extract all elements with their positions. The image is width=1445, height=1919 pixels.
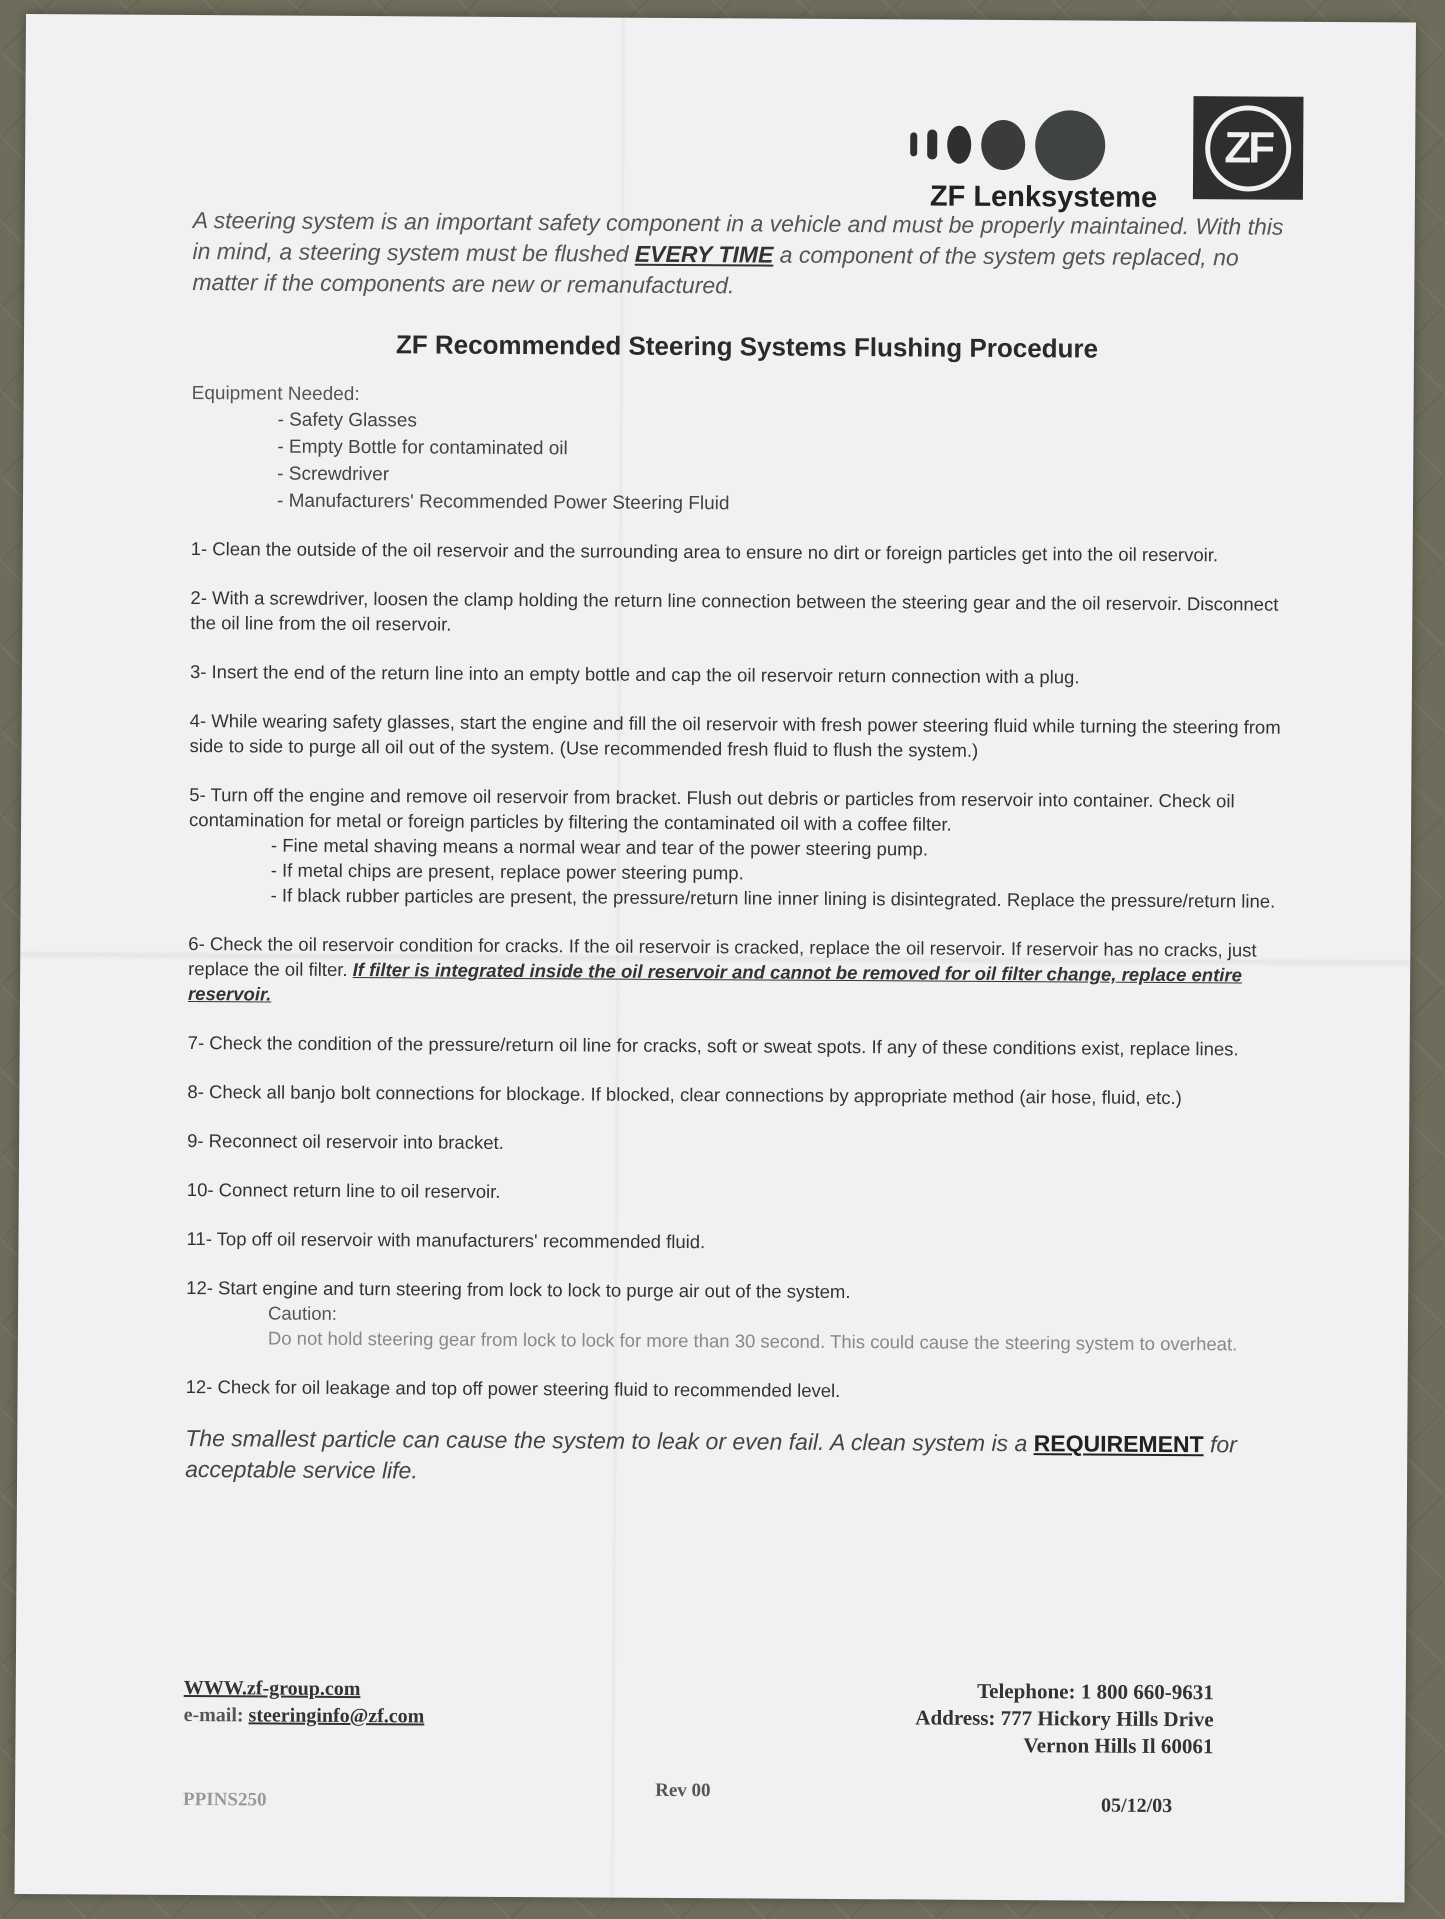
document-date: 05/12/03 — [1101, 1794, 1173, 1818]
step-10: 10- Connect return line to oil reservoir. — [186, 1179, 501, 1202]
step-9: 9- Reconnect oil reservoir into bracket. — [187, 1130, 504, 1153]
step-5: 5- Turn off the engine and remove oil reservoir from bracket. Flush out debris or particles from reservoir into container. Check oil contamination for metal or foreign particles by filtering the contaminated oil with a coffee filter. - Fine metal shaving means a normal wear and tear of the power steering pump. - If metal chips are present, replace power steering pump. - If black rubber particles are present, the pressure/return line inner lining is disintegrated. Replace the pressure/return line. — [189, 782, 1300, 914]
revision: Rev 00 — [655, 1779, 711, 1802]
step-2: 2- With a screwdriver, loosen the clamp holding the return line connection between the steering gear and the oil reservoir. Disconnect the oil line from the oil reservoir. — [190, 587, 1279, 635]
step-4: 4- While wearing safety glasses, start the engine and fill the oil reservoir with fresh power steering fluid while turning the steering from side to side to purge all oil out of the system. (Use recommended fresh fluid to flush the system.) — [189, 710, 1281, 761]
logo-dots-icon — [910, 109, 1105, 180]
step-13: 12- Check for oil leakage and top off power steering fluid to recommended level. — [185, 1376, 841, 1401]
list-item: - Manufacturers' Recommended Power Steering Fluid — [276, 490, 730, 515]
document-page — [15, 14, 1416, 1902]
step-5-sublist — [271, 833, 1299, 914]
list-item: - Safety Glasses — [277, 409, 417, 432]
zf-emblem-icon: ZF — [1193, 96, 1304, 200]
step-6-emphasis: If filter is integrated inside the oil reservoir and cannot be removed for oil filter change, replace entire reservoir. — [187, 959, 1243, 1005]
step-8: 8- Check all banjo bolt connections for blockage. If blocked, clear connections by appropriate method (air hose, fluid, etc.) — [187, 1081, 1182, 1109]
address-line-1: Address: 777 Hickory Hills Drive — [915, 1705, 1214, 1732]
step-11: 11- Top off oil reservoir with manufacturers' recommended fluid. — [186, 1228, 706, 1253]
equipment-heading: Equipment Needed: — [191, 383, 360, 406]
list-item: - If black rubber particles are present, the pressure/return line inner lining is disintegrated. Replace the pressure/return line. — [270, 884, 1276, 912]
caution-note: Caution: Do not hold steering gear from lock to lock for more than 30 second. This could cause the steering system to overheat. — [267, 1302, 1238, 1355]
footer-contact-left: WWW.zf-group.com e-mail: steeringinfo@zf.com — [183, 1676, 425, 1728]
step-7: 7- Check the condition of the pressure/return oil line for cracks, soft or sweat spots. If any of these conditions exist, replace lines. — [187, 1032, 1239, 1060]
brand-name: ZF Lenksysteme — [929, 180, 1158, 214]
list-item: - Screwdriver — [277, 463, 390, 486]
website-link[interactable]: WWW.zf-group.com — [183, 1676, 361, 1701]
equipment-list — [277, 407, 1302, 521]
step-6: 6- Check the oil reservoir condition for cracks. If the oil reservoir is cracked, replace the oil reservoir. If reservoir has no cracks, just replace the oil filter. If filter is integrated inside the oil reservoir and cannot be removed for oil filter change, replace entire reservoir. — [187, 933, 1257, 1005]
step-1: 1- Clean the outside of the oil reservoir and the surrounding area to ensure no dirt or foreign particles get into the oil reservoir. — [190, 538, 1219, 566]
list-item: - If metal chips are present, replace power steering pump. — [270, 859, 744, 884]
list-item: - Fine metal shaving means a normal wear and tear of the power steering pump. — [270, 834, 929, 860]
footer-contact-right — [795, 1677, 1213, 1761]
step-12: 12- Start engine and turn steering from lock to lock to purge air out of the system. Caution: Do not hold steering gear from lock to lock for more than 30 second. This could cause the steering system to overheat. — [186, 1275, 1296, 1357]
step-3: 3- Insert the end of the return line into an empty bottle and cap the oil reservoir return connection with a plug. — [189, 661, 1080, 688]
list-item: - Empty Bottle for contaminated oil — [277, 436, 568, 460]
zf-logo — [910, 94, 1311, 216]
telephone: Telephone: 1 800 660-9631 — [977, 1678, 1214, 1705]
document-title: ZF Recommended Steering Systems Flushing Procedure — [395, 329, 1099, 364]
email-link[interactable]: steeringinfo@zf.com — [248, 1704, 425, 1728]
closing-paragraph: The smallest particle can cause the system to leak or even fail. A clean system is a REQUIREMENT for acceptable service life. — [185, 1425, 1237, 1484]
address-line-2: Vernon Hills Il 60061 — [1023, 1733, 1214, 1759]
document-body — [185, 205, 1303, 1492]
document-code: PPINS250 — [183, 1788, 267, 1811]
intro-paragraph: A steering system is an important safety component in a vehicle and must be properly maintained. With this in mind, a steering system must be flushed EVERY TIME a component of the system gets replaced, no matter if the components are new or remanufactured. — [192, 207, 1284, 299]
